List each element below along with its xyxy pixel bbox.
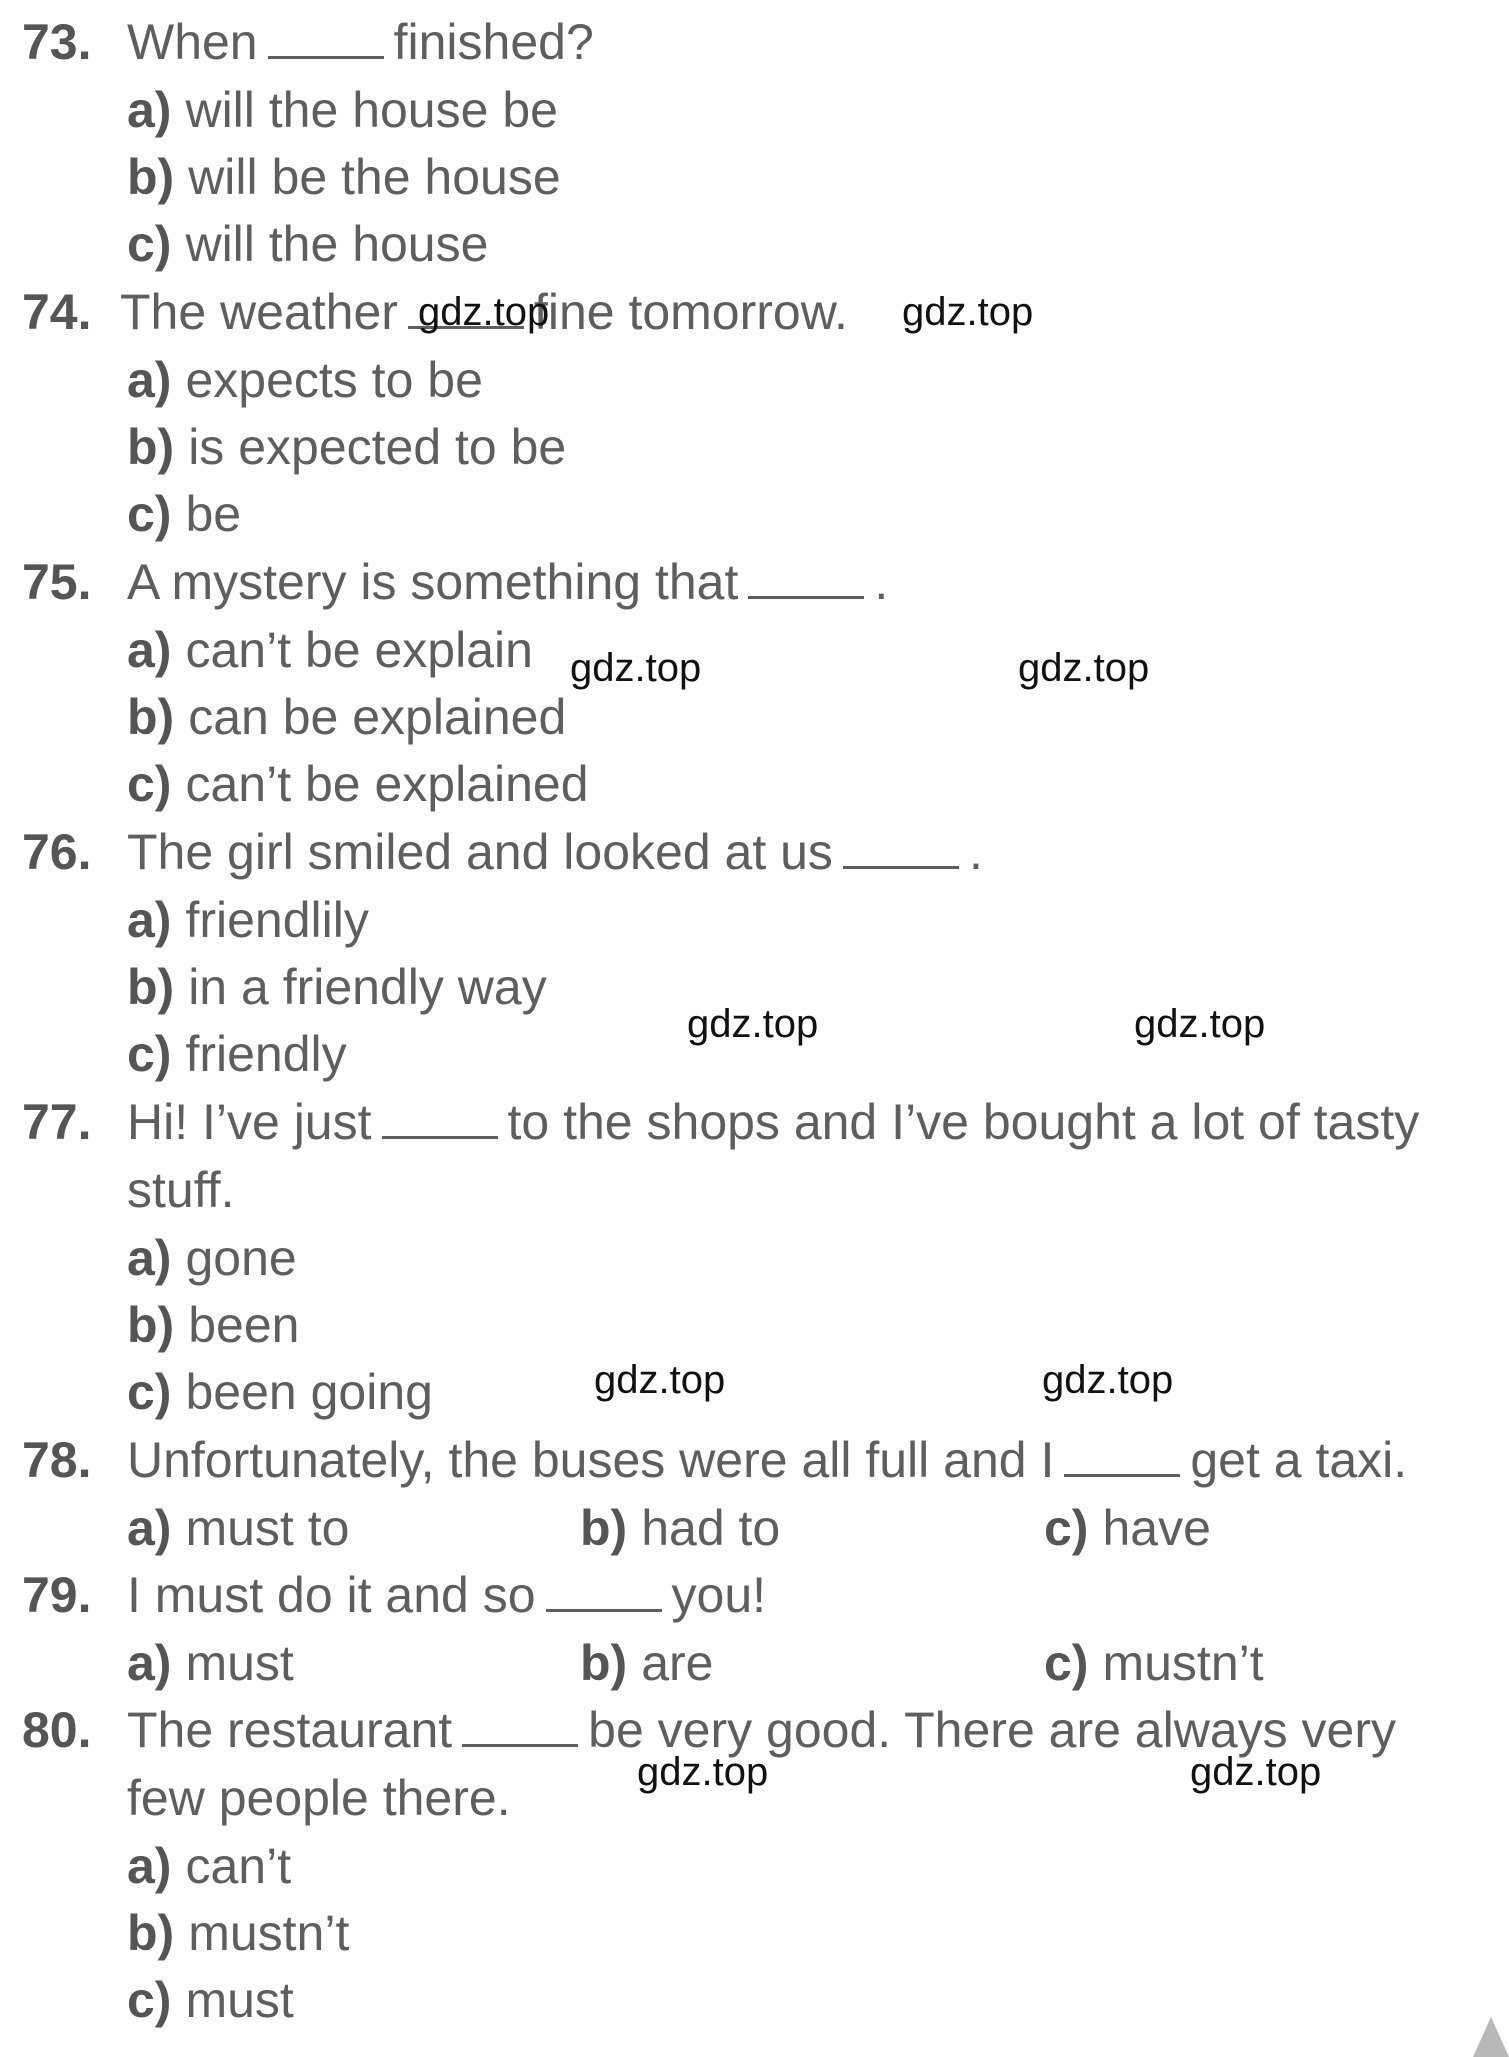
question-number: 76. xyxy=(22,824,92,880)
question-stem: When finished? xyxy=(127,14,594,70)
watermark: gdz.top xyxy=(1042,1358,1174,1402)
watermark: gdz.top xyxy=(594,1358,726,1402)
option-a[interactable]: a) must xyxy=(127,1635,294,1691)
question-number: 77. xyxy=(22,1094,92,1150)
question-stem: I must do it and so you! xyxy=(127,1567,767,1623)
watermark: gdz.top xyxy=(570,646,702,690)
option-c[interactable]: c) can’t be explained xyxy=(127,756,589,812)
answer-blank xyxy=(268,16,384,59)
question-number: 80. xyxy=(22,1702,92,1758)
answer-blank xyxy=(382,1096,498,1139)
question-number: 75. xyxy=(22,554,92,610)
answer-blank xyxy=(462,1704,578,1747)
answer-blank xyxy=(1064,1434,1180,1477)
question-stem: Hi! I’ve just to the shops and I’ve bought a lot of tasty xyxy=(127,1094,1420,1150)
question-number: 74. xyxy=(22,284,92,340)
option-b[interactable]: b) had to xyxy=(580,1500,781,1556)
question-stem-continued: stuff. xyxy=(127,1162,235,1218)
option-c[interactable]: c) have xyxy=(1044,1500,1211,1556)
option-b[interactable]: b) are xyxy=(580,1635,714,1691)
option-b[interactable]: b) been xyxy=(127,1297,300,1353)
watermark: gdz.top xyxy=(902,290,1034,334)
question-stem: Unfortunately, the buses were all full and I get a taxi. xyxy=(127,1432,1408,1488)
option-a[interactable]: a) friendlily xyxy=(127,892,369,948)
option-a[interactable]: a) can’t xyxy=(127,1838,292,1894)
watermark: gdz.top xyxy=(1018,646,1150,690)
option-a[interactable]: a) can’t be explain xyxy=(127,622,533,678)
watermark: gdz.top xyxy=(418,290,550,334)
question-number: 79. xyxy=(22,1567,92,1623)
option-c[interactable]: c) mustn’t xyxy=(1044,1635,1264,1691)
question-stem: The girl smiled and looked at us . xyxy=(127,824,983,880)
option-b[interactable]: b) in a friendly way xyxy=(127,959,547,1015)
question-number: 78. xyxy=(22,1432,92,1488)
option-c[interactable]: c) friendly xyxy=(127,1026,347,1082)
option-b[interactable]: b) can be explained xyxy=(127,689,567,745)
option-b[interactable]: b) will be the house xyxy=(127,149,561,205)
watermark: gdz.top xyxy=(687,1002,819,1046)
page-corner-mark xyxy=(1473,2017,1509,2057)
option-c[interactable]: c) must xyxy=(127,1972,294,2028)
option-b[interactable]: b) mustn’t xyxy=(127,1905,350,1961)
option-a[interactable]: a) gone xyxy=(127,1230,297,1286)
option-a[interactable]: a) expects to be xyxy=(127,352,483,408)
option-c[interactable]: c) will the house xyxy=(127,216,489,272)
question-stem: The weather fine tomorrow. xyxy=(120,284,848,340)
option-c[interactable]: c) be xyxy=(127,486,242,542)
option-b[interactable]: b) is expected to be xyxy=(127,419,567,475)
option-c[interactable]: c) been going xyxy=(127,1364,433,1420)
answer-blank xyxy=(843,826,959,869)
watermark: gdz.top xyxy=(637,1750,769,1794)
question-stem: A mystery is something that . xyxy=(127,554,889,610)
watermark: gdz.top xyxy=(1134,1002,1266,1046)
option-a[interactable]: a) will the house be xyxy=(127,82,558,138)
question-stem: The restaurant be very good. There are always very xyxy=(127,1702,1396,1758)
option-a[interactable]: a) must to xyxy=(127,1500,350,1556)
answer-blank xyxy=(546,1569,662,1612)
question-stem-continued: few people there. xyxy=(127,1770,511,1826)
question-number: 73. xyxy=(22,14,92,70)
watermark: gdz.top xyxy=(1190,1750,1322,1794)
answer-blank xyxy=(748,556,864,599)
